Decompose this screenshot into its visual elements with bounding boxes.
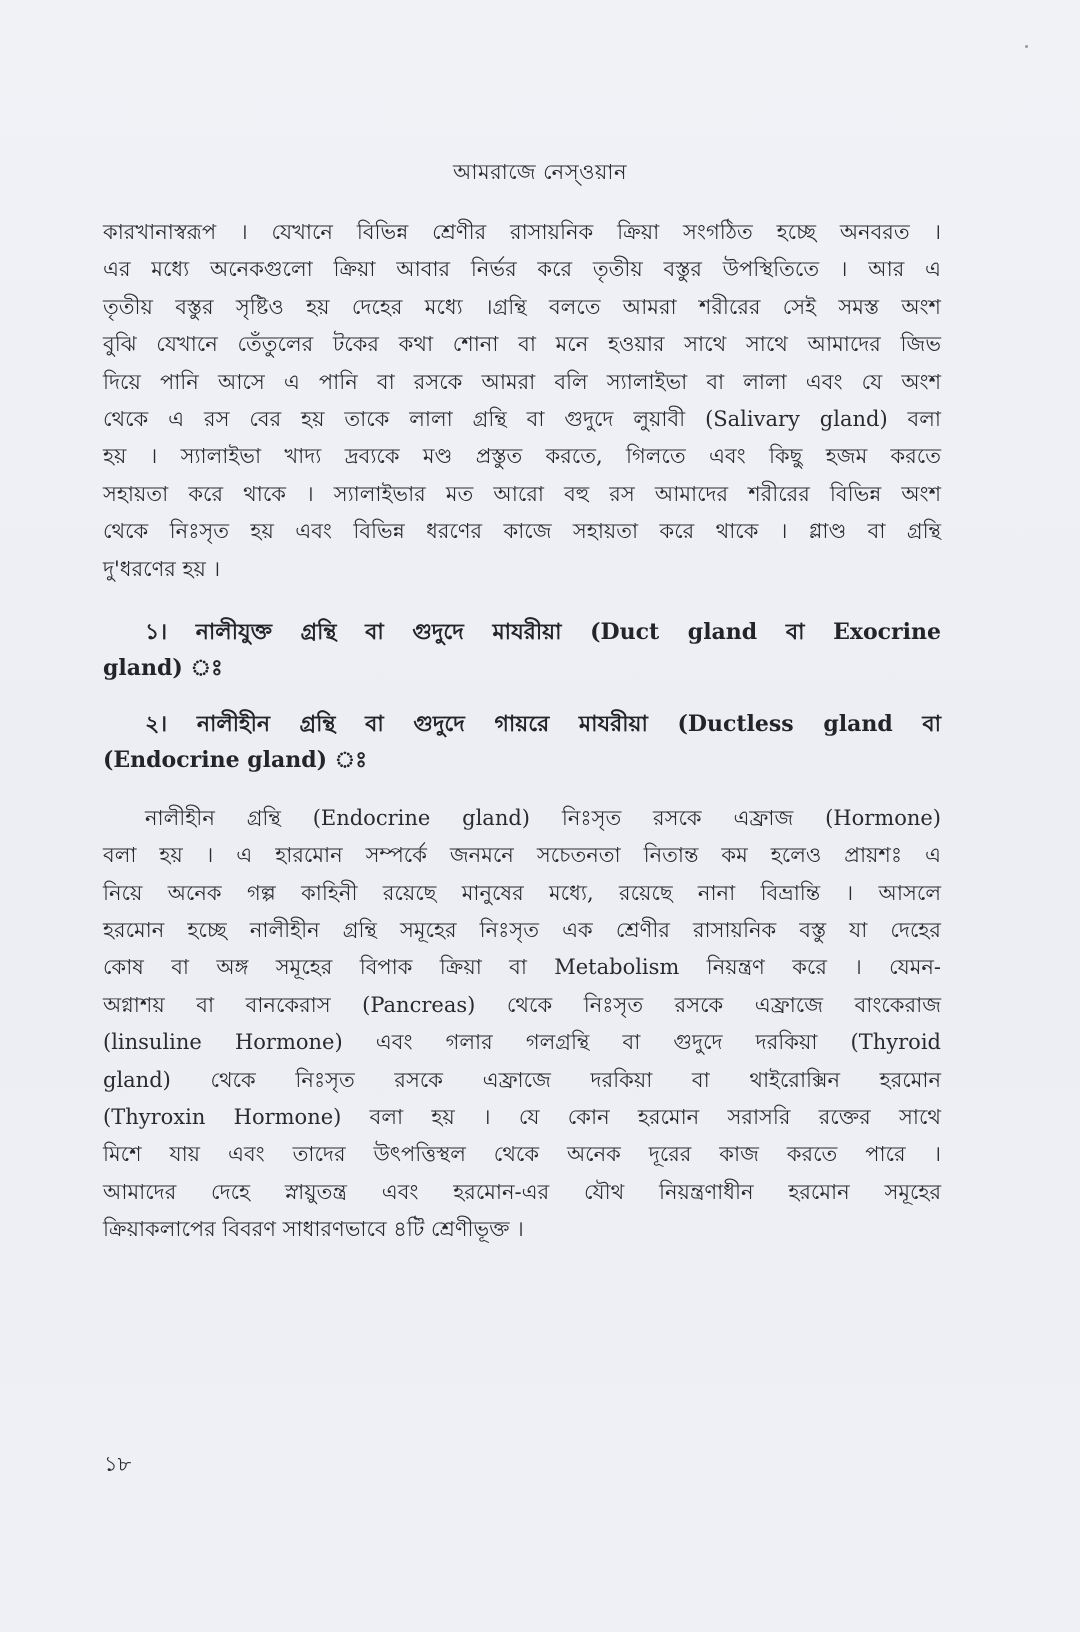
text-line: অগ্নাশয় বা বানকেরাস (Pancreas) থেকে নিঃসৃত রসকে এফ্রাজে বাংকেরাজ [103,992,941,1017]
body-text [103,214,941,1249]
heading-line: (Endocrine gland) ঃ [103,746,367,773]
text-line: দু'ধরণের হয় । [103,556,221,581]
heading-ductless-gland [103,706,941,778]
scan-speck [1025,45,1028,48]
text-line: থেকে এ রস বের হয় তাকে লালা গ্রন্থি বা গুদুদে লুয়াবী (Salivary gland) বলা [103,406,941,431]
text-line: হরমোন হচ্ছে নালীহীন গ্রন্থি সমূহের নিঃসৃত এক শ্রেণীর রাসায়নিক বস্তু যা দেহের [103,918,941,943]
text-line: এর মধ্যে অনেকগুলো ক্রিয়া আবার নির্ভর করে তৃতীয় বস্তুর উপস্থিতিতে । আর এ [103,257,941,282]
paragraph-hormone [103,800,941,1249]
text-line: gland) থেকে নিঃসৃত রসকে এফ্রাজে দরকিয়া বা থাইরোক্সিন হরমোন [103,1067,941,1092]
text-line: নালীহীন গ্রন্থি (Endocrine gland) নিঃসৃত রসকে এফ্রাজ (Hormone) [145,805,941,830]
paragraph-intro [103,214,941,588]
text-line: নিয়ে অনেক গল্প কাহিনী রয়েছে মানুষের মধ্যে, রয়েছে নানা বিভ্রান্তি । আসলে [103,880,941,905]
text-line: সহায়তা করে থাকে । স্যালাইভার মত আরো বহু রস আমাদের শরীরের বিভিন্ন অংশ [103,481,941,506]
page-number: ১৮ [104,1452,132,1476]
text-line: (linsuline Hormone) এবং গলার গলগ্রন্থি বা গুদুদে দরকিয়া (Thyroid [103,1030,941,1055]
text-line: দিয়ে পানি আসে এ পানি বা রসকে আমরা বলি স্যালাইভা বা লালা এবং যে অংশ [103,369,941,394]
text-line: থেকে নিঃসৃত হয় এবং বিভিন্ন ধরণের কাজে সহায়তা করে থাকে । গ্লাণ্ড বা গ্রন্থি [103,519,941,544]
text-line: ক্রিয়াকলাপের বিবরণ সাধারণভাবে ৪টি শ্রেণীভূক্ত । [103,1217,524,1242]
text-line: কারখানাস্বরূপ । যেখানে বিভিন্ন শ্রেণীর রাসায়নিক ক্রিয়া সংগঠিত হচ্ছে অনবরত । [103,220,941,244]
text-line: বলা হয় । এ হারমোন সম্পর্কে জনমনে সচেতনতা নিতান্ত কম হলেও প্রায়শঃ এ [103,843,941,868]
heading-line: gland) ঃ [103,654,223,681]
heading-line: ১। নালীযুক্ত গ্রন্থি বা গুদুদে মাযরীয়া (Duct gland বা Exocrine [145,618,941,645]
text-line: মিশে যায় এবং তাদের উৎপত্তিস্থল থেকে অনেক দূরের কাজ করতে পারে । [103,1142,941,1167]
text-line: তৃতীয় বস্তুর সৃষ্টিও হয় দেহের মধ্যে ।গ্রন্থি বলতে আমরা শরীরের সেই সমস্ত অংশ [103,294,941,319]
heading-line: ২। নালীহীন গ্রন্থি বা গুদুদে গায়রে মাযরীয়া (Ductless gland বা [145,710,941,737]
running-head: আমরাজে নেস্ওয়ান [452,160,628,184]
text-line: হয় । স্যালাইভা খাদ্য দ্রব্যকে মণ্ড প্রস্তুত করতে, গিলতে এবং কিছু হজম করতে [103,444,941,469]
text-line: বুঝি যেখানে তেঁতুলের টকের কথা শোনা বা মনে হওয়ার সাথে সাথে আমাদের জিভ [103,332,941,357]
text-line: (Thyroxin Hormone) বলা হয় । যে কোন হরমোন সরাসরি রক্তের সাথে [103,1105,941,1130]
text-line: কোষ বা অঙ্গ সমূহের বিপাক ক্রিয়া বা Metabolism নিয়ন্ত্রণ করে । যেমন- [103,955,941,980]
heading-duct-gland [103,614,941,686]
text-line: আমাদের দেহে স্নায়ুতন্ত্র এবং হরমোন-এর যৌথ নিয়ন্ত্রণাধীন হরমোন সমূহের [103,1179,941,1204]
